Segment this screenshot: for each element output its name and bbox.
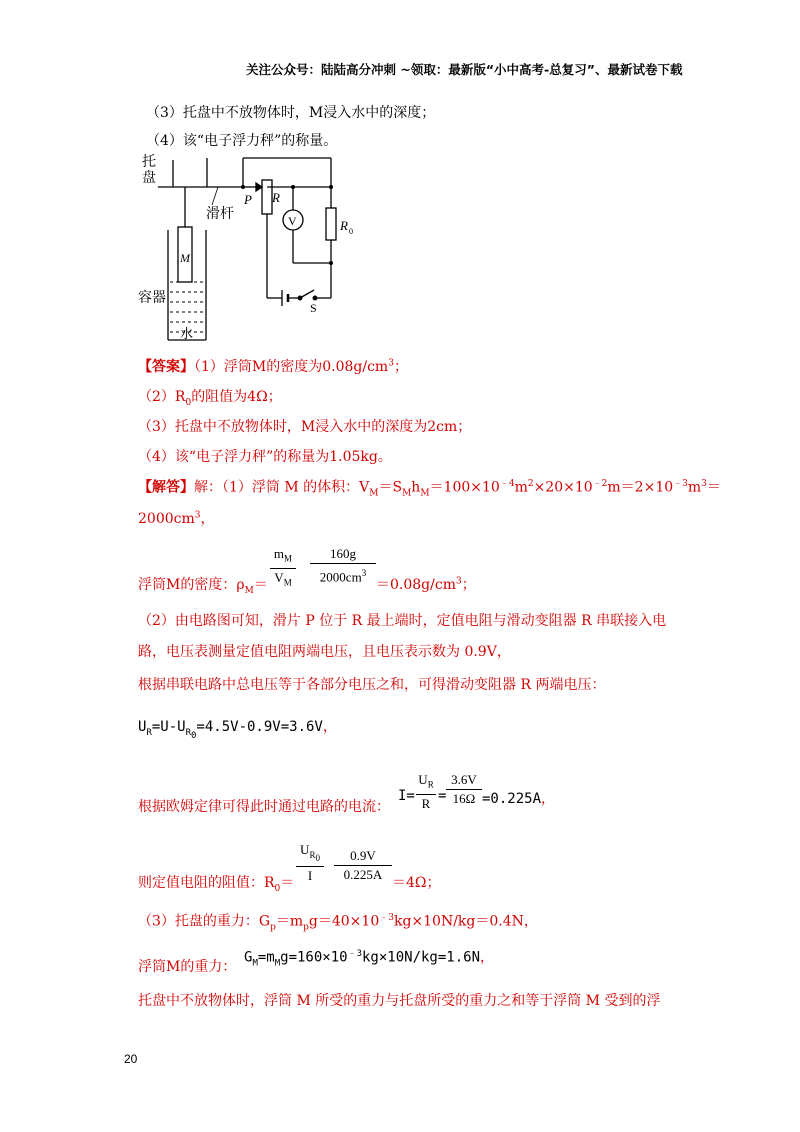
current-fraction-symbolic: $U_R$ R: [416, 772, 436, 812]
answer-line-2: $(2)R_0$的阻值为4Ω；: [138, 389, 282, 408]
resistor-r-label: R: [272, 190, 280, 205]
switch-s-label: S: [310, 301, 317, 315]
solution-line-1b: $2000cm^3$，: [138, 510, 215, 527]
voltmeter-label: V: [288, 214, 297, 228]
circuit-diagram: [138, 150, 368, 350]
solution-2-line-2: 路，电压表测量定值电阻两端电压，且电压表示数为 0.9V，: [138, 644, 511, 660]
r0-fraction-symbolic: $U_{R_0}$ I: [296, 842, 324, 884]
water-label: 水: [180, 326, 194, 341]
solution-line-1: 【解答】解：（1）浮筒 M 的体积：$V_M=S_Mh_M=100\times 10^{﹣4}m^2\times 20\times 10^{﹣2}m=2\times 10^{﹣3}m^3=$: [138, 479, 721, 499]
solution-2-line-3: 根据串联电路中总电压等于各部分电压之和，可得滑动变阻器 R 两端电压：: [138, 677, 606, 693]
density-label: 浮筒M的密度：$\rho_M=$: [138, 577, 268, 596]
resistor-r0-label: R: [340, 218, 348, 233]
answer-line-3: （3）托盘中不放物体时，M浸入水中的深度为2cm；: [138, 419, 472, 435]
density-fraction-numeric: 160g $2000cm^3$: [310, 546, 376, 585]
page-number: 20: [124, 1052, 138, 1066]
ohm-label: 根据欧姆定律可得此时通过电路的电流：: [138, 799, 390, 815]
current-eq-sign: =: [438, 788, 447, 804]
gm-label: 浮筒M的重力：: [138, 959, 237, 975]
current-i-eq: I=: [398, 788, 415, 804]
current-fraction-numeric: 3.6V 16Ω: [446, 772, 482, 807]
ur-formula: $U_R=U-U_{R_0}=4.5V-0.9V=3.6V$，: [138, 719, 337, 741]
r0-fraction-numeric: 0.9V 0.225A: [334, 848, 392, 883]
answer-tag: 【答案】: [138, 359, 194, 375]
resistor-r0-sub: 0: [349, 227, 353, 236]
r0-result: ＝4Ω；: [392, 875, 441, 891]
question-3: （3）托盘中不放物体时，M浸入水中的深度；: [146, 105, 436, 121]
solution-3-tray-weight: （3）托盘的重力：$G_p=m_pg=40\times 10^{﹣3}kg\times 10N/kg=0.4N$，: [138, 913, 538, 933]
slider-label: 滑杆: [206, 207, 234, 222]
current-result: =0.225A，: [482, 791, 556, 807]
r0-label: 则定值电阻的阻值：$R_0=$: [138, 875, 295, 894]
question-4: （4）该“电子浮力秤”的称量。: [146, 133, 338, 149]
container-label: 容器: [138, 291, 166, 306]
gm-formula: $G_M=m_Mg=160\times 10^{﹣3}kg\times 10N/kg=1.6N$，: [244, 949, 495, 969]
tray-label-2: 盘: [142, 171, 156, 186]
solution-3-last-line: 托盘中不放物体时，浮筒 M 所受的重力与托盘所受的重力之和等于浮筒 M 受到的浮: [138, 993, 661, 1009]
solution-2-line-1: （2）由电路图可知，滑片 P 位于 R 最上端时，定值电阻与滑动变阻器 R 串联接入电: [138, 613, 667, 629]
density-result: $=0.08g/cm^3$；: [376, 576, 476, 593]
tray-label: 托: [142, 155, 156, 170]
answer-line-4: （4）该“电子浮力秤”的称量为1.05kg。: [138, 449, 392, 465]
page-header: 关注公众号：陆陆高分冲刺 ~领取：最新版“小中高考-总复习”、最新试卷下载: [246, 62, 683, 77]
solution-tag: 【解答】: [138, 479, 194, 496]
density-fraction-symbolic: $m_M$ $V_M$: [270, 546, 296, 590]
answer-line-1: 【答案】（1）浮筒M的密度为$0.08g/cm^3$；: [138, 358, 408, 375]
float-m-label: M: [180, 251, 190, 265]
slider-p-label: P: [244, 192, 252, 207]
